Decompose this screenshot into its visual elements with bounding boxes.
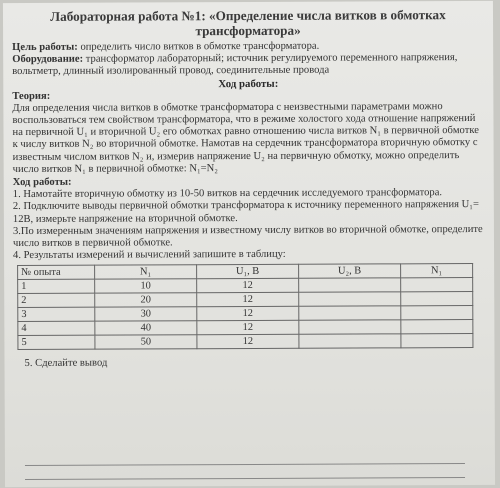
equipment-paragraph [12, 52, 485, 78]
equipment-label: Оборудование: [12, 53, 84, 66]
cell-experiment: 5 [18, 336, 95, 350]
cell-u1: 12 [197, 307, 299, 321]
cell-n: 40 [95, 321, 197, 335]
conclusion-label: 5. Сделайте вывод [24, 358, 108, 370]
step-4: 4. Результаты измерений и вычислений запишите в таблицу: [13, 249, 286, 262]
cell-experiment: 3 [18, 308, 95, 322]
theory-label-text: Теория: [12, 90, 51, 102]
cell-n: 10 [95, 279, 197, 293]
cell-u2[interactable] [299, 320, 401, 334]
cell-u1: 12 [197, 335, 299, 349]
cell-n1[interactable] [401, 334, 473, 348]
page-title: Лабораторная работа №1: «Определение числа витков в обмотках трансформатора» [50, 7, 446, 39]
cell-u2[interactable] [299, 334, 401, 348]
cell-u1: 12 [197, 321, 299, 335]
cell-n: 20 [95, 293, 197, 307]
cell-n: 30 [95, 307, 197, 321]
progress-heading: Ход работы: [218, 77, 279, 90]
cell-experiment: 2 [18, 294, 95, 308]
step-1: 1. Намотайте вторичную обмотку из 10-50 витков на сердечник исследуемого трансформатора. [12, 187, 443, 201]
answer-line-2[interactable] [25, 477, 465, 480]
goal-text: определить число витков в обмотке трансформатора. [80, 40, 320, 53]
step-2: 2. Подключите выводы первичной обмотки трансформатора к источнику переменного напряжения U₁= 12В, измерьте напряжение на вторичной обмотке. [12, 199, 479, 225]
steps-heading: Ход работы: [12, 176, 72, 189]
header-u2: U₂, B [299, 264, 401, 278]
cell-u2[interactable] [299, 306, 401, 320]
cell-n1[interactable] [401, 306, 473, 320]
theory-text: Для определения числа витков в обмотке трансформатора с неизвестными параметрами можно воспользоваться тем свойством трансформатора, что в режиме холостого хода отношение напряжений на первичной U₁ и вторичной U₂ его обмотках равно отношению числа витков N₁ в первичной обмотке к числу витков N₂ во вторичной обмотке. Намотав на сердечник трансформатора вторичную обмотку с известным числом витков N₂ и, измерив напряжение U₂ на первичную обмотку, можно определить число витков N₁ в первичной обмотке: N₁=N₂ [12, 100, 479, 175]
worksheet-page [3, 1, 495, 487]
cell-u2[interactable] [299, 278, 401, 292]
cell-n1[interactable] [401, 292, 473, 306]
cell-n1[interactable] [401, 278, 473, 292]
cell-experiment: 4 [18, 322, 95, 336]
cell-experiment: 1 [18, 280, 95, 294]
header-n1-result: N₁ [401, 264, 473, 278]
cell-u1: 12 [197, 293, 299, 307]
step-3: 3.По измеренным значениям напряжения и известному числу витков во вторичной обмотке, определите число витков в первичной обмотке. [12, 223, 483, 250]
table-row [18, 334, 473, 350]
answer-line-1[interactable] [25, 463, 465, 466]
cell-n1[interactable] [401, 320, 473, 334]
header-u1: U₁, B [197, 265, 299, 279]
cell-u2[interactable] [299, 292, 401, 306]
results-table [17, 263, 473, 350]
header-experiment: № опыта [18, 266, 95, 280]
goal-label: Цель работы: [12, 41, 78, 54]
header-n1: N₁ [95, 265, 197, 279]
cell-u1: 12 [197, 279, 299, 293]
equipment-text: трансформатор лабораторный; источник регулируемого переменного напряжения, вольтметр, длинный изолированный провод, соединительные провода [12, 52, 458, 78]
cell-n: 50 [95, 335, 197, 349]
